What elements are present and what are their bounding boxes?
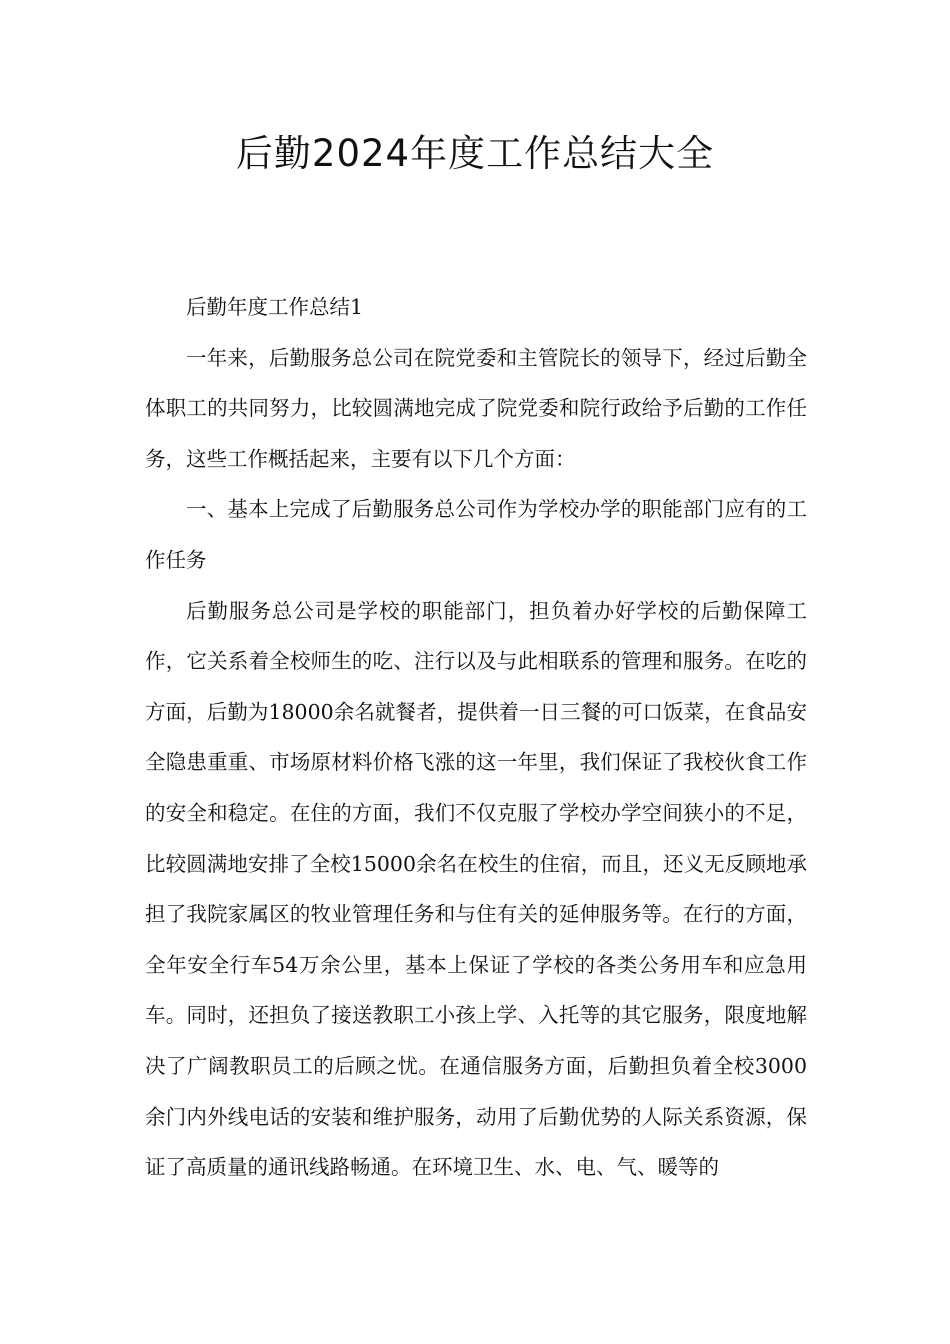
paragraph-intro: 一年来，后勤服务总公司在院党委和主管院长的领导下，经过后勤全体职工的共同努力，比较圆满地完成了院党委和院行政给予后勤的工作任务，这些工作概括起来，主要有以下几个方面：	[145, 345, 807, 471]
document-body	[145, 282, 807, 1193]
paragraph-detail: 后勤服务总公司是学校的职能部门，担负着办好学校的后勤保障工作，它关系着全校师生的吃、注行以及与此相联系的管理和服务。在吃的方面，后勤为18000余名就餐者，提供着一日三餐的可口饭菜，在食品安全隐患重重、市场原材料价格飞涨的这一年里，我们保证了我校伙食工作的安全和稳定。在住的方面，我们不仅克服了学校办学空间狭小的不足，比较圆满地安排了全校15000余名在校生的住宿，而且，还义无反顾地承担了我院家属区的牧业管理任务和与住有关的延伸服务等。在行的方面，全年安全行车54万余公里，基本上保证了学校的各类公务用车和应急用车。同时，还担负了接送教职工小孩上学、入托等的其它服务，限度地解决了广阔教职员工的后顾之忧。在通信服务方面，后勤担负着全校3000余门内外线电话的安装和维护服务，动用了后勤优势的人际关系资源，保证了高质量的通讯线路畅通。在环境卫生、水、电、气、暖等的	[145, 598, 807, 1180]
paragraph-point-one: 一、基本上完成了后勤服务总公司作为学校办学的职能部门应有的工作任务	[145, 497, 807, 572]
document-title: 后勤2024年度工作总结大全	[235, 132, 715, 175]
section-heading: 后勤年度工作总结1	[186, 295, 364, 319]
